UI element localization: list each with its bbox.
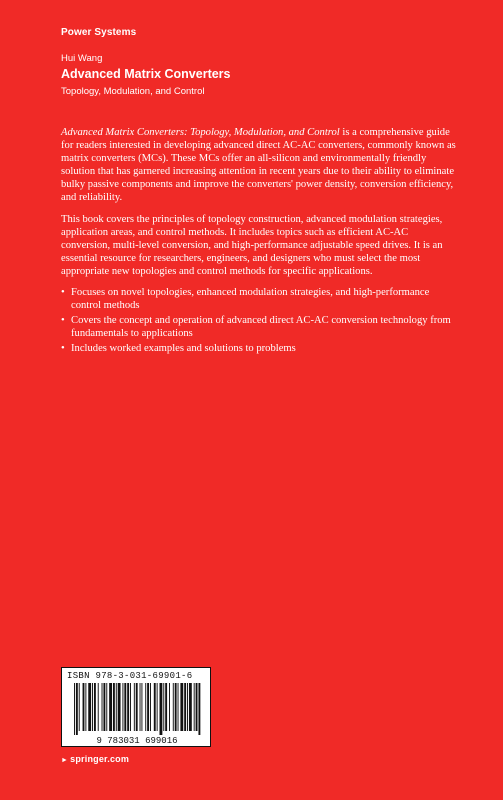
book-subtitle: Topology, Modulation, and Control: [61, 86, 205, 97]
barcode-bar: [103, 683, 105, 731]
barcode-bar: [116, 683, 117, 731]
author-name: Hui Wang: [61, 53, 103, 64]
barcode-icon: [72, 683, 202, 745]
barcode-bar: [134, 683, 135, 731]
barcode-bar: [163, 683, 164, 731]
barcode-bar: [118, 683, 121, 731]
description-paragraph-2: This book covers the principles of topology construction, advanced modulation strategies, application areas, and control methods. It includes topics such as efficient AC-AC conversion, multi-level conversion, and high-performance adjustable speed drives. It is an essential resource for researchers, engineers, and designers who must select the most appropriate new topologies and control methods for specific applications.: [61, 213, 443, 277]
barcode-bar: [175, 683, 177, 731]
barcode-bar: [88, 683, 91, 731]
barcode-bar: [94, 683, 96, 731]
paragraph-1-text: is a comprehensive guide for readers interested in developing advanced direct AC-AC converters, commonly known as matrix converters (MCs). These MCs offer an all-silicon and environmentally friendly solution that has garnered increasing attention in recent years due to their ability to eliminate bulky passive components and improve the converters' power density, conversion efficiency, and reliability.: [61, 127, 456, 204]
barcode-bar: [92, 683, 93, 731]
bullet-icon: •: [61, 315, 65, 327]
series-name: Power Systems: [61, 27, 137, 38]
barcode-bar: [178, 683, 179, 731]
bullet-icon: •: [61, 287, 65, 299]
barcode-bar: [127, 683, 129, 731]
barcode-bar: [187, 683, 188, 731]
bullet-icon: •: [61, 343, 65, 355]
barcode-bar: [122, 683, 123, 731]
barcode-box: [61, 667, 211, 747]
barcode-bar: [173, 683, 174, 731]
book-title: Advanced Matrix Converters: [61, 67, 231, 81]
barcode-bar: [83, 683, 85, 731]
barcode-bar: [184, 683, 186, 731]
barcode-bar: [98, 683, 99, 731]
barcode-bar: [165, 683, 167, 731]
barcode-bar: [180, 683, 183, 731]
barcode-bar: [140, 683, 141, 731]
barcode-bar: [76, 683, 78, 735]
barcode-bar: [189, 683, 192, 731]
barcode-bar: [150, 683, 151, 731]
barcode-bar: [79, 683, 80, 731]
barcode-bar: [136, 683, 138, 731]
barcode-bar: [85, 683, 86, 731]
description-paragraph-1: [61, 126, 457, 205]
barcode-bar: [113, 683, 115, 731]
list-item: • Includes worked examples and solutions to problems: [61, 343, 296, 355]
barcode-bar: [154, 683, 156, 731]
isbn-label: ISBN 978-3-031-69901-6: [67, 671, 193, 681]
barcode-bar: [160, 683, 163, 735]
publisher-link[interactable]: [61, 754, 129, 764]
publisher-url: springer.com: [70, 754, 130, 764]
barcode-bar: [106, 683, 107, 731]
barcode-bar: [124, 683, 126, 731]
barcode-bar: [147, 683, 149, 731]
feature-list: [61, 286, 457, 355]
barcode-bar: [169, 683, 170, 731]
barcode-bar: [130, 683, 131, 731]
barcode-bar: [196, 683, 198, 731]
arrow-icon: ►: [61, 757, 69, 764]
barcode-bar: [102, 683, 103, 731]
barcode-bar: [194, 683, 195, 731]
barcode-digits: 9 783031 699016: [96, 736, 178, 745]
list-item: • Covers the concept and operation of advanced direct AC-AC conversion technology from fundamentals to applications: [61, 315, 451, 340]
barcode-bar: [157, 683, 158, 731]
barcode-bar: [145, 683, 146, 731]
book-header: [61, 53, 231, 98]
barcode-bar: [109, 683, 112, 731]
description: [61, 126, 457, 358]
barcode-bar: [141, 683, 142, 731]
barcode-bar: [74, 683, 75, 735]
list-item: • Focuses on novel topologies, enhanced modulation strategies, and high-performance control methods: [61, 287, 430, 312]
italic-title: Advanced Matrix Converters: Topology, Modulation, and Control: [61, 127, 340, 138]
barcode-bar: [198, 683, 200, 735]
